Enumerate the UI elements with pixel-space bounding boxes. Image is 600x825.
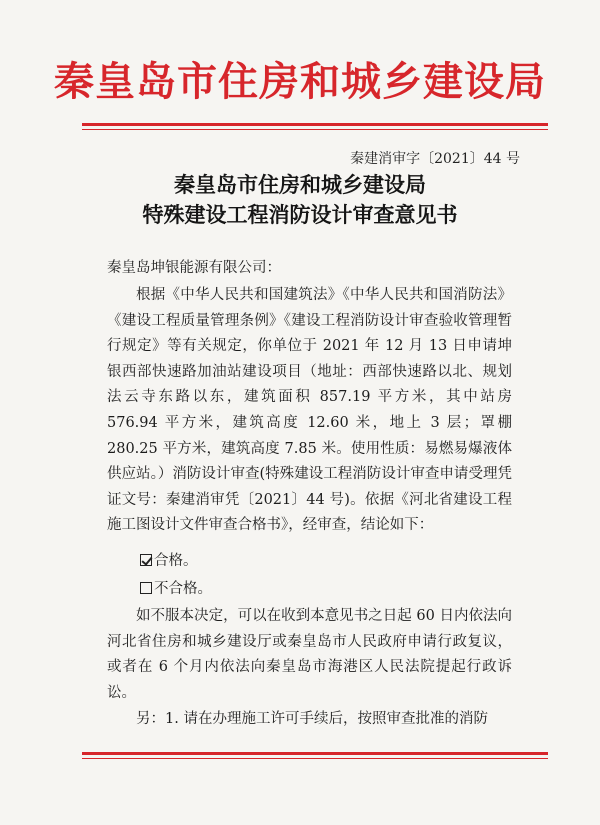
header-rule-thin	[82, 129, 548, 130]
document-title-line2: 特殊建设工程消防设计审查意见书	[142, 203, 458, 227]
footer-rule-thick	[82, 752, 548, 755]
footer-rule-thin	[82, 758, 548, 759]
header-rule-thick	[82, 123, 548, 126]
note-line: 另：1. 请在办理施工许可手续后，按照审查批准的消防	[136, 711, 488, 727]
recipient: 秦皇岛坤银能源有限公司：	[107, 260, 281, 276]
conclusion-fail-option	[140, 578, 212, 600]
checked-box-icon	[140, 554, 152, 566]
conclusion-pass-label: 合格。	[154, 553, 198, 569]
appeal-paragraph: 如不服本决定，可以在收到本意见书之日起 60 日内依法向河北省住房和城乡建设厅或秦皇岛市人民政府申请行政复议，或者在 6 个月内依法向秦皇岛市海港区人民法院提起行政诉讼。	[107, 608, 512, 701]
conclusion-fail-label: 不合格。	[154, 581, 212, 597]
unchecked-box-icon	[140, 582, 152, 594]
note-text	[107, 708, 512, 730]
body-paragraph: 根据《中华人民共和国建筑法》《中华人民共和国消防法》《建设工程质量管理条例》《建设工程消防设计审查验收管理暂行规定》等有关规定，你单位于 2021 年 12 月 13 日申请坤银西部快速路加油站建设项目（地址：西部快速路以北、规划法云寺东路以东，建筑面积 857.19 平方米，其中站房 576.94 平方米，建筑高度 12.60 米，地上 3 层；罩棚 280.25 平方米，建筑高度 7.85 米。使用性质：易燃易爆液体供应站。）消防设计审查(特殊建设工程消防设计审查申请受理凭证文号：秦建消审凭〔2021〕44 号)。依据《河北省建设工程施工图设计文件审查合格书》，经审查，结论如下：	[107, 287, 512, 534]
appeal-text	[107, 604, 512, 706]
document-title-line1: 秦皇岛市住房和城乡建设局	[174, 173, 426, 197]
document-number: 秦建消审字〔2021〕44 号	[350, 151, 520, 167]
body-text	[107, 283, 512, 539]
conclusion-pass-option	[140, 550, 198, 572]
agency-masthead: 秦皇岛市住房和城乡建设局	[54, 58, 546, 105]
